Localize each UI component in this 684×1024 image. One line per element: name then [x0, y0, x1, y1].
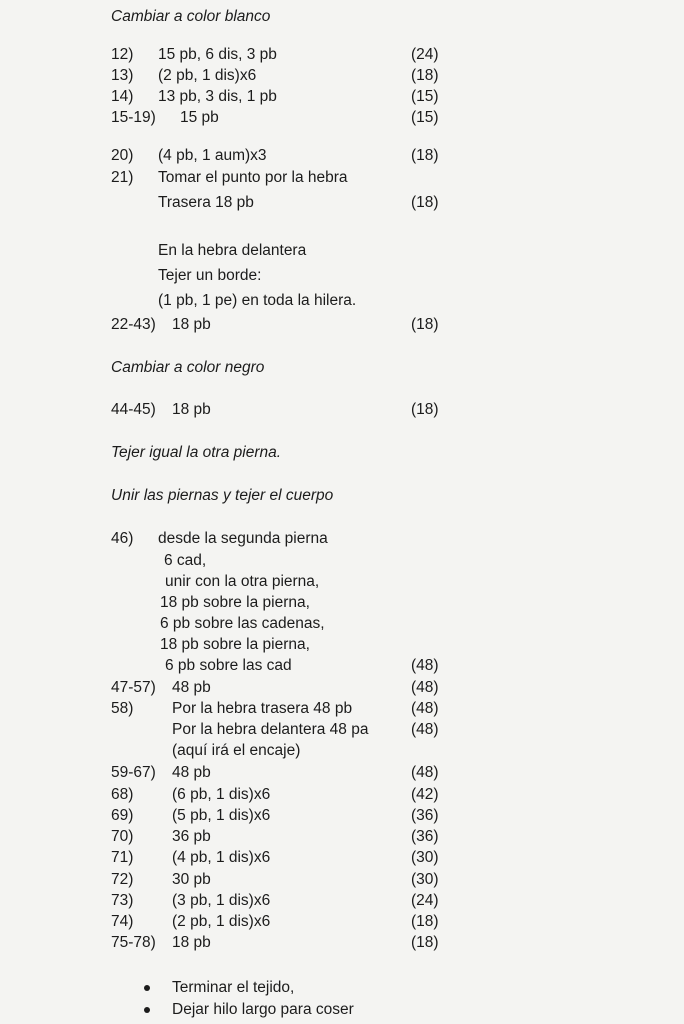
heading-join-body: Unir las piernas y tejer el cuerpo — [111, 487, 334, 504]
row-21-cont: Trasera 18 pb (18) — [158, 194, 439, 211]
heading-other-leg: Tejer igual la otra pierna. — [111, 444, 282, 461]
row-13: 13) (2 pb, 1 dis)x6 (18) — [111, 67, 439, 84]
heading-black: Cambiar a color negro — [111, 359, 265, 376]
row-46-line: 18 pb sobre la pierna, — [160, 636, 310, 653]
row-75-78: 75-78) 18 pb (18) — [111, 934, 439, 951]
row-46-line: 6 pb sobre las cad (48) — [165, 657, 439, 674]
row-58-note: (aquí irá el encaje) — [172, 742, 301, 759]
row-20: 20) (4 pb, 1 aum)x3 (18) — [111, 147, 439, 164]
row-72: 72) 30 pb (30) — [111, 871, 439, 888]
row-15-19: 15-19) 15 pb (15) — [111, 109, 439, 126]
row-46-line: unir con la otra pierna, — [165, 573, 320, 590]
bullet-item: Terminar el tejido, — [0, 977, 684, 999]
row-71: 71) (4 pb, 1 dis)x6 (30) — [111, 849, 439, 866]
bullet-icon — [144, 1007, 150, 1013]
row-70: 70) 36 pb (36) — [111, 828, 439, 845]
row-46: 46) desde la segunda pierna — [111, 530, 328, 547]
row-14: 14) 13 pb, 3 dis, 1 pb (15) — [111, 88, 439, 105]
row-68: 68) (6 pb, 1 dis)x6 (42) — [111, 786, 439, 803]
row-21: 21) Tomar el punto por la hebra — [111, 169, 348, 186]
note-front-loop: En la hebra delantera — [158, 242, 307, 259]
bullet-icon — [144, 985, 150, 991]
row-69: 69) (5 pb, 1 dis)x6 (36) — [111, 807, 439, 824]
bullet-item: Dejar hilo largo para coser — [0, 999, 684, 1021]
row-46-line: 6 pb sobre las cadenas, — [160, 615, 325, 632]
row-58-front: Por la hebra delantera 48 pa (48) — [172, 721, 439, 738]
heading-white: Cambiar a color blanco — [111, 8, 271, 25]
row-47-57: 47-57) 48 pb (48) — [111, 679, 439, 696]
row-22-43: 22-43) 18 pb (18) — [111, 316, 439, 333]
row-59-67: 59-67) 48 pb (48) — [111, 764, 439, 781]
row-46-line: 6 cad, — [164, 552, 207, 569]
row-46-line: 18 pb sobre la pierna, — [160, 594, 310, 611]
row-58: 58) Por la hebra trasera 48 pb (48) — [111, 700, 439, 717]
row-44-45: 44-45) 18 pb (18) — [111, 401, 439, 418]
row-73: 73) (3 pb, 1 dis)x6 (24) — [111, 892, 439, 909]
note-border-stitches: (1 pb, 1 pe) en toda la hilera. — [158, 292, 357, 309]
row-12: 12) 15 pb, 6 dis, 3 pb (24) — [111, 46, 439, 63]
row-74: 74) (2 pb, 1 dis)x6 (18) — [111, 913, 439, 930]
note-border: Tejer un borde: — [158, 267, 262, 284]
